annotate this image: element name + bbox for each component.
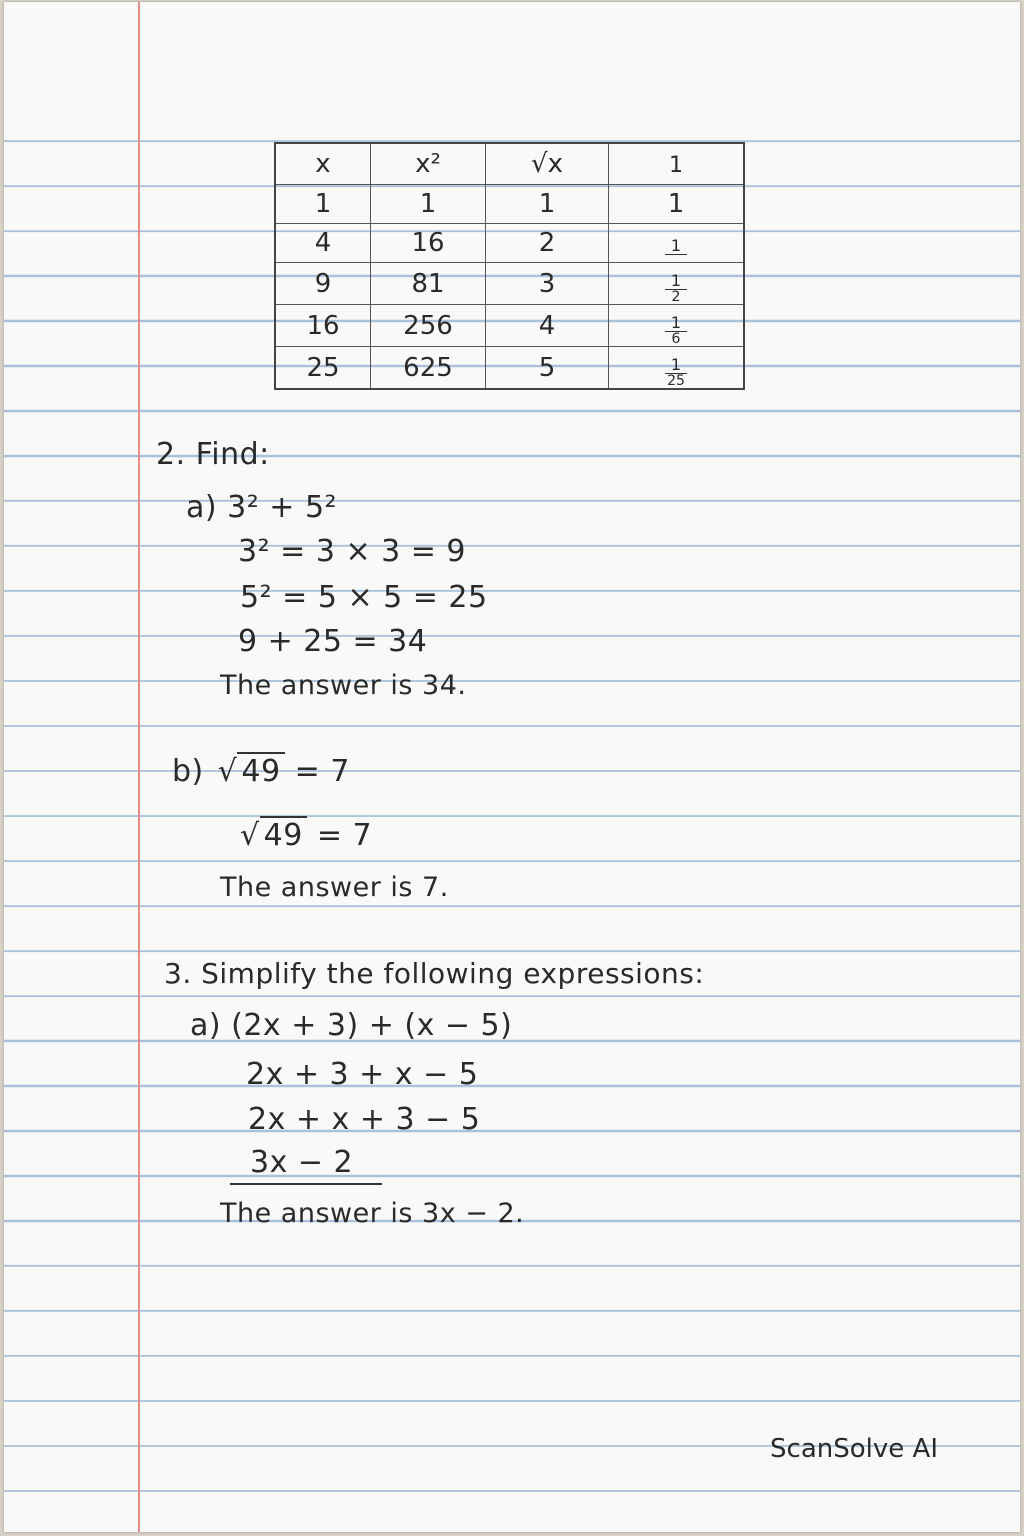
- problem-2b-line: [236, 818, 372, 853]
- cell-x: 25: [275, 347, 371, 390]
- cell-sqrt-x: 5: [486, 347, 609, 390]
- table-row: [275, 224, 744, 263]
- problem-2b-eq: = 7: [294, 754, 350, 789]
- header-sqrt-x: √x: [486, 143, 609, 185]
- table-row: [275, 185, 744, 224]
- table-row: [275, 347, 744, 390]
- margin-line: [138, 2, 140, 1532]
- problem-2a-label: a) 3² + 5²: [186, 490, 338, 525]
- cell-reciprocal: $\frac{1}{6}$: [609, 305, 745, 347]
- cell-x-squared: 256: [371, 305, 486, 347]
- cell-reciprocal: 1: [609, 224, 745, 263]
- problem-2a-answer: The answer is 34.: [220, 670, 467, 701]
- cell-sqrt-x: 4: [486, 305, 609, 347]
- problem-3a-answer: The answer is 3x − 2.: [220, 1198, 525, 1229]
- table-row: [275, 305, 744, 347]
- cell-sqrt-x: 1: [486, 185, 609, 224]
- problem-2a-line-1: 3² = 3 × 3 = 9: [238, 534, 467, 569]
- cell-x: 4: [275, 224, 371, 263]
- cell-x: 1: [275, 185, 371, 224]
- cell-x-squared: 16: [371, 224, 486, 263]
- table-header-row: [275, 143, 744, 185]
- cell-reciprocal: 1: [609, 185, 745, 224]
- cell-reciprocal: $\frac{1}{25}$: [609, 347, 745, 390]
- problem-3a-label: a) (2x + 3) + (x − 5): [190, 1008, 513, 1043]
- cell-x-squared: 81: [371, 263, 486, 305]
- problem-3a-line-2: 2x + x + 3 − 5: [248, 1102, 481, 1137]
- sqrt-49-expr: √ 49: [214, 754, 285, 789]
- header-x-squared: x²: [371, 143, 486, 185]
- problem-2b-answer: The answer is 7.: [220, 872, 449, 903]
- notebook-page: [4, 2, 1020, 1532]
- sqrt-49-line: √ 49: [236, 818, 307, 853]
- cell-sqrt-x: 2: [486, 224, 609, 263]
- values-table: [274, 142, 745, 390]
- problem-3a-line-1: 2x + 3 + x − 5: [246, 1057, 479, 1092]
- cell-x-squared: 625: [371, 347, 486, 390]
- problem-2-heading: 2. Find:: [156, 437, 270, 472]
- cell-x: 16: [275, 305, 371, 347]
- problem-2b-label: b): [172, 754, 204, 789]
- problem-3-heading: 3. Simplify the following expressions:: [164, 957, 705, 990]
- cell-sqrt-x: 3: [486, 263, 609, 305]
- header-reciprocal: 1: [609, 143, 745, 185]
- problem-2b-line-eq: = 7: [316, 818, 373, 853]
- cell-x: 9: [275, 263, 371, 305]
- table-row: [275, 263, 744, 305]
- cell-reciprocal: $\frac{1}{2}$: [609, 263, 745, 305]
- problem-3a-line-3: 3x − 2: [250, 1145, 354, 1180]
- problem-2b-label-row: [172, 754, 350, 789]
- result-underline: [230, 1183, 382, 1185]
- problem-2a-line-2: 5² = 5 × 5 = 25: [240, 580, 488, 615]
- brand-signature: ScanSolve AI: [770, 1434, 938, 1464]
- header-x: x: [275, 143, 371, 185]
- cell-x-squared: 1: [371, 185, 486, 224]
- problem-2a-line-3: 9 + 25 = 34: [238, 624, 428, 659]
